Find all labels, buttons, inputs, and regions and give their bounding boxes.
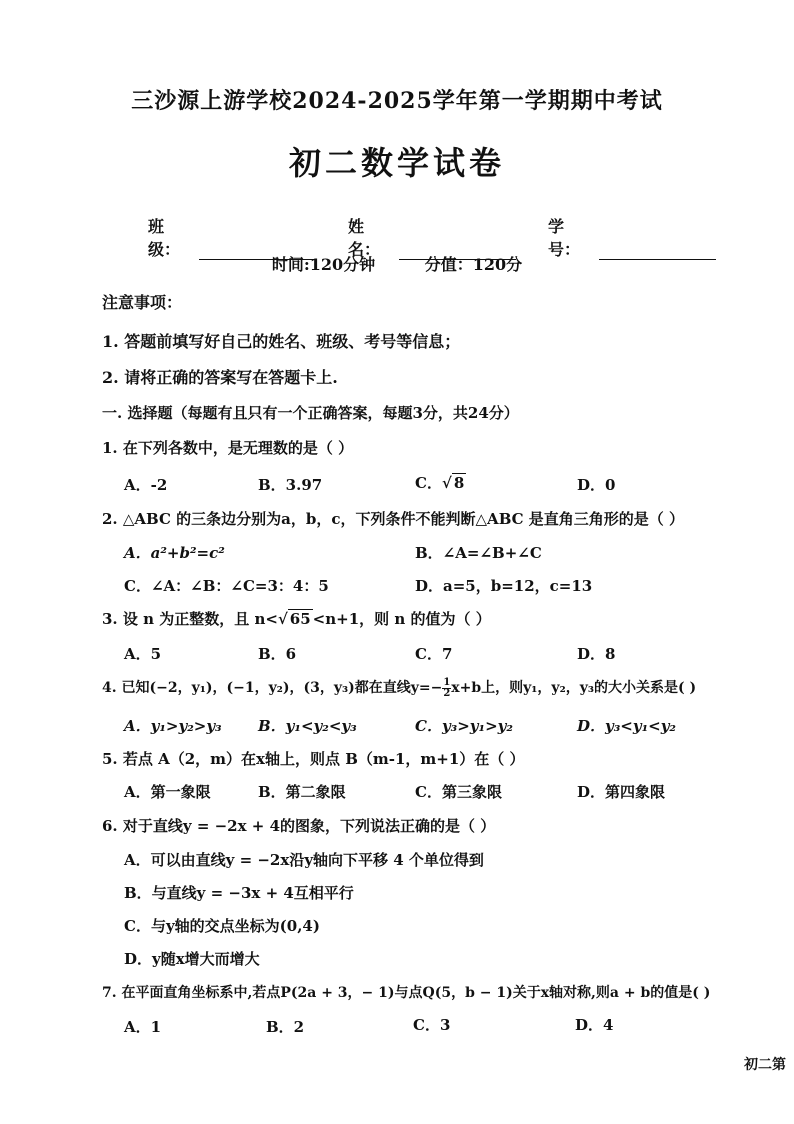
question-3-stem: 3. 设 n 为正整数，且 n<√ 65 <n+1，则 n 的值为（ ）	[102, 610, 491, 628]
q6-option-c: C．与y轴的交点坐标为(0,4)	[124, 917, 320, 935]
page-footer: 初二第	[744, 1057, 786, 1073]
question-7-stem: 7. 在平面直角坐标系中,若点P(2a + 3，− 1)与点Q(5，b − 1)关于x轴对称,则a + b的值是( )	[102, 985, 711, 1001]
q7-option-d: D．4	[575, 1016, 614, 1034]
question-4-stem: 4. 已知(−2，y₁)，(−1，y₂)，(3，y₃)都在直线y=− $\frac{1}{2}$ x+b上，则y₁，y₂，y₃的大小关系是( )	[102, 676, 697, 699]
q3-option-d: D．8	[577, 645, 616, 663]
q3-option-b: B．6	[258, 645, 297, 663]
q1-option-a: A．-2	[124, 476, 168, 494]
q5-option-b: B．第二象限	[258, 783, 346, 801]
exam-title: 初二数学试卷	[288, 144, 505, 182]
fraction-one-half: $\frac{1}{2}$	[443, 676, 451, 699]
q5-option-a: A．第一象限	[124, 783, 211, 801]
exam-score: 分值：120分	[424, 255, 523, 274]
q6-option-a: A．可以由直线y = −2x沿y轴向下平移 4 个单位得到	[124, 851, 484, 869]
exam-meta	[0, 252, 794, 275]
q6-option-d: D．y随x增大而增大	[124, 950, 260, 968]
q4-option-b: B．y₁<y₂<y₃	[258, 717, 357, 735]
notes-title: 注意事项：	[102, 293, 183, 312]
q6-option-b: B．与直线y = −3x + 4互相平行	[124, 884, 354, 902]
q5-option-c: C．第三象限	[415, 783, 502, 801]
note-item-2: 2. 请将正确的答案写在答题卡上.	[102, 368, 338, 387]
q7-option-b: B．2	[266, 1018, 305, 1036]
question-1-stem: 1. 在下列各数中，是无理数的是（ ）	[102, 439, 354, 457]
name-label: 姓名：	[348, 217, 381, 259]
question-2-stem: 2. △ABC 的三条边分别为a，b，c，下列条件不能判断△ABC 是直角三角形的是（ ）	[102, 510, 685, 528]
q3-option-c: C．7	[415, 645, 453, 663]
q7-option-c: C．3	[413, 1016, 451, 1034]
note-item-1: 1. 答题前填写好自己的姓名、班级、考号等信息；	[102, 332, 461, 351]
q2-option-b: B．∠A=∠B+∠C	[415, 544, 542, 562]
id-label: 学号：	[548, 217, 581, 259]
sqrt-icon: √ 65	[277, 610, 311, 628]
q2-option-d: D．a=5，b=12，c=13	[415, 577, 593, 595]
q1-option-c	[415, 472, 466, 493]
q4-option-d: D．y₃<y₁<y₂	[577, 717, 677, 735]
exam-time: 时间:120分钟	[271, 255, 376, 274]
q1-option-c-prefix: C．	[415, 474, 442, 492]
q4-option-c: C．y₃>y₁>y₂	[415, 717, 513, 735]
q2-option-a: A．a²+b²=c²	[124, 544, 225, 562]
section-1-title: 一. 选择题（每题有且只有一个正确答案，每题3分，共24分）	[102, 404, 519, 422]
sqrt-icon: √ 8	[441, 474, 465, 492]
q4-option-a: A．y₁>y₂>y₃	[124, 717, 222, 735]
question-6-stem: 6. 对于直线y = −2x + 4的图象，下列说法正确的是（ ）	[102, 817, 496, 835]
q2-option-c: C．∠A：∠B：∠C=3：4：5	[124, 577, 329, 595]
class-label: 班级：	[148, 217, 181, 259]
q5-option-d: D．第四象限	[577, 783, 666, 801]
school-title: 三沙源上游学校2024-2025学年第一学期期中考试	[131, 88, 663, 114]
q1-option-d: D．0	[577, 476, 616, 494]
question-5-stem: 5. 若点 A（2，m）在x轴上，则点 B（m-1，m+1）在（ ）	[102, 750, 525, 768]
q1-option-b: B．3.97	[258, 476, 323, 494]
q3-option-a: A．5	[124, 645, 162, 663]
q7-option-a: A．1	[124, 1018, 162, 1036]
